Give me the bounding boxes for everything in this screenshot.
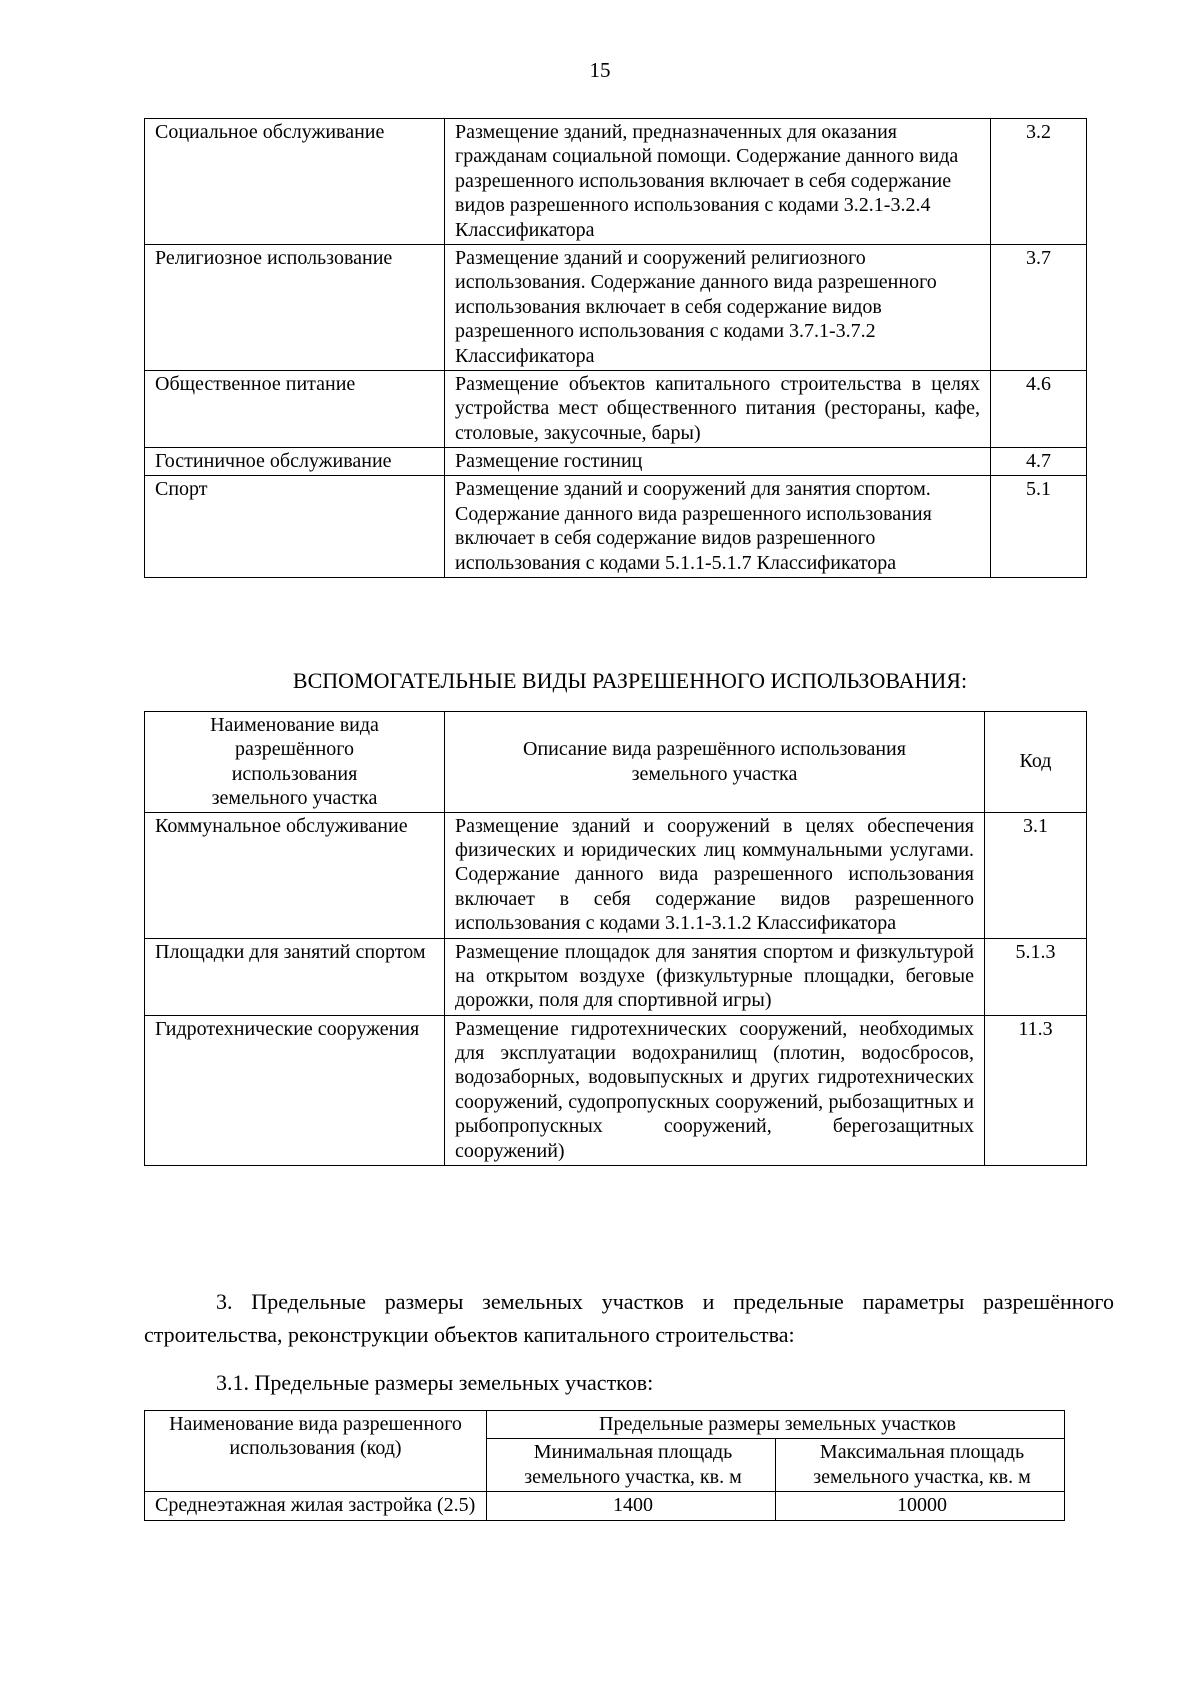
- use-name-cell: Среднеэтажная жилая застройка (2.5): [145, 1492, 487, 1520]
- use-code-cell: 3.7: [991, 244, 1087, 370]
- table-header-row: [145, 712, 1087, 813]
- use-code-cell: 4.6: [991, 370, 1087, 447]
- use-name-cell: Религиозное использование: [145, 244, 445, 370]
- table-row: [145, 938, 1087, 1015]
- use-code-cell: 3.1: [985, 812, 1087, 938]
- use-name-cell: Гостиничное обслуживание: [145, 448, 445, 476]
- table-row: [145, 1492, 1065, 1520]
- use-description-cell: Размещение гидротехнических сооружений, необходимых для эксплуатации водохранилищ (плотин, водосбросов, водозаборных, водовыпускных и других гидротехнических сооружений, судопропускных сооружений, рыбозащитных и рыбопропускных сооружений, берегозащитных сооружений): [445, 1015, 985, 1165]
- header-code: Код: [985, 712, 1087, 813]
- table-row: [145, 1015, 1087, 1165]
- main-uses-table-continued: [144, 118, 1087, 578]
- header-group: Предельные размеры земельных участков: [487, 1411, 1065, 1439]
- use-description-cell: Размещение площадок для занятия спортом и физкультурой на открытом воздухе (физкультурные площадки, беговые дорожки, поля для спортивной игры): [445, 938, 985, 1015]
- use-name-cell: Спорт: [145, 476, 445, 578]
- header-description: Описание вида разрешённого использования земельного участка: [445, 712, 985, 813]
- use-name-cell: Площадки для занятий спортом: [145, 938, 445, 1015]
- auxiliary-uses-table: [144, 711, 1087, 1166]
- paragraph-3: 3. Предельные размеры земельных участков и предельные параметры разрешённого строительства, реконструкции объектов капитального строительства:: [144, 1289, 1114, 1347]
- use-code-cell: 4.7: [991, 448, 1087, 476]
- header-name: Наименование вида разрешенного использования (код): [145, 1411, 487, 1492]
- header-min-area: Минимальная площадь земельного участка, кв. м: [487, 1439, 776, 1492]
- table-row: [145, 119, 1087, 245]
- plot-size-limits-table: [144, 1410, 1065, 1521]
- use-description-cell: Размещение зданий и сооружений для занятия спортом. Содержание данного вида разрешенного использования включает в себя содержание видов разрешенного использования с кодами 5.1.1-5.1.7 Классификатора: [445, 476, 991, 578]
- min-area-cell: 1400: [487, 1492, 776, 1520]
- table-row: [145, 476, 1087, 578]
- use-description-cell: Размещение зданий, предназначенных для оказания гражданам социальной помощи. Содержание данного вида разрешенного использования включает в себя содержание видов разрешенного использования с кодами 3.2.1-3.2.4 Классификатора: [445, 119, 991, 245]
- use-code-cell: 11.3: [985, 1015, 1087, 1165]
- use-name-cell: Общественное питание: [145, 370, 445, 447]
- paragraph-3-1: 3.1. Предельные размеры земельных участков:: [216, 1370, 654, 1395]
- header-max-area: Максимальная площадь земельного участка, кв. м: [776, 1439, 1065, 1492]
- use-name-cell: Коммунальное обслуживание: [145, 812, 445, 938]
- use-code-cell: 3.2: [991, 119, 1087, 245]
- use-description-cell: Размещение зданий и сооружений религиозного использования. Содержание данного вида разрешенного использования включает в себя содержание видов разрешенного использования с кодами 3.7.1-3.7.2 Классификатора: [445, 244, 991, 370]
- page-number: 15: [589, 58, 611, 82]
- use-description-cell: Размещение объектов капитального строительства в целях устройства мест общественного питания (рестораны, кафе, столовые, закусочные, бары): [445, 370, 991, 447]
- use-name-cell: Социальное обслуживание: [145, 119, 445, 245]
- header-name: Наименование вида разрешённого использования земельного участка: [145, 712, 445, 813]
- table-header-row: [145, 1411, 1065, 1439]
- table-row: [145, 812, 1087, 938]
- max-area-cell: 10000: [776, 1492, 1065, 1520]
- table-row: [145, 370, 1087, 447]
- use-description-cell: Размещение гостиниц: [445, 448, 991, 476]
- table-row: [145, 244, 1087, 370]
- section-heading: ВСПОМОГАТЕЛЬНЫЕ ВИДЫ РАЗРЕШЕННОГО ИСПОЛЬЗОВАНИЯ:: [292, 668, 968, 693]
- use-code-cell: 5.1: [991, 476, 1087, 578]
- use-code-cell: 5.1.3: [985, 938, 1087, 1015]
- table-row: [145, 448, 1087, 476]
- use-description-cell: Размещение зданий и сооружений в целях обеспечения физических и юридических лиц коммунальными услугами. Содержание данного вида разрешенного использования включает в себя содержание видов разрешенного использования с кодами 3.1.1-3.1.2 Классификатора: [445, 812, 985, 938]
- use-name-cell: Гидротехнические сооружения: [145, 1015, 445, 1165]
